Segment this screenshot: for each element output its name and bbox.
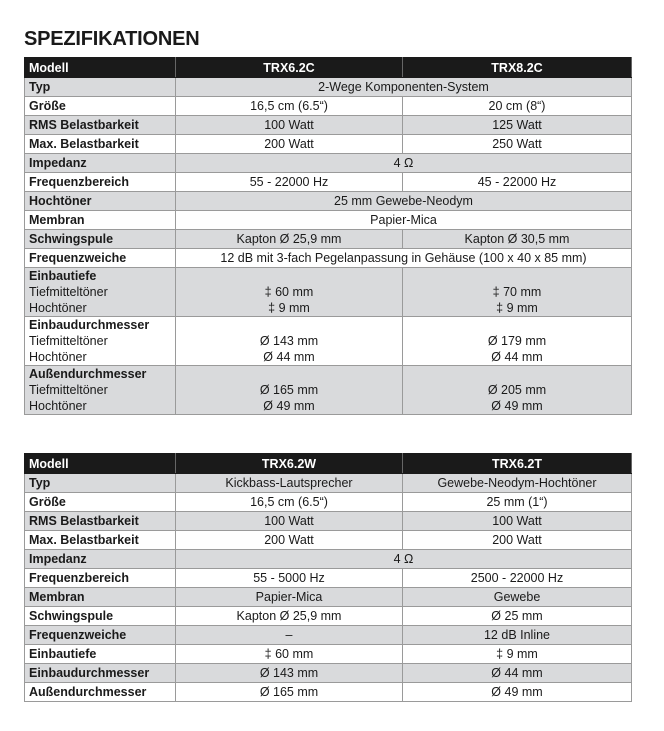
table-row-einbautiefe — [25, 268, 632, 317]
row-value-b: Gewebe — [403, 588, 632, 607]
page-title: SPEZIFIKATIONEN — [24, 28, 200, 50]
row-value-span: 2-Wege Komponenten-System — [176, 78, 632, 97]
row-label: Frequenzbereich — [25, 569, 176, 588]
row-value-a: – — [176, 626, 403, 645]
value-line: Ø 165 mm — [259, 383, 319, 397]
row-sublabel: Hochtöner — [29, 399, 87, 413]
row-label: Typ — [25, 78, 176, 97]
row-label: Impedanz — [25, 550, 176, 569]
table-row-frequenzbereich — [25, 569, 632, 588]
value-line: Ø 205 mm — [487, 383, 547, 397]
row-sublabel: Hochtöner — [29, 350, 87, 364]
value-line: Ø 143 mm — [259, 334, 319, 348]
row-value-b: 25 mm (1“) — [403, 493, 632, 512]
header-label: Modell — [25, 454, 176, 474]
row-sublabel: Hochtöner — [29, 301, 87, 315]
row-label: Schwingspule — [25, 230, 176, 249]
row-label: Einbautiefe — [29, 269, 97, 283]
spec-table-individual-speakers — [24, 453, 632, 702]
table-row-typ — [25, 474, 632, 493]
value-line: Ø 179 mm — [487, 334, 547, 348]
row-label: Membran — [25, 588, 176, 607]
value-line: ‡ 9 mm — [268, 301, 310, 315]
value-line: ‡ 9 mm — [496, 301, 538, 315]
table-row-schwingspule — [25, 230, 632, 249]
table-row-max — [25, 531, 632, 550]
row-value-span: 4 Ω — [176, 550, 632, 569]
value-line: Ø 44 mm — [263, 350, 315, 364]
value-line: ‡ 70 mm — [492, 285, 542, 299]
row-value-a: 100 Watt — [176, 512, 403, 531]
table-row-groesse — [25, 97, 632, 116]
row-value-a: Ø 165 mm — [176, 683, 403, 702]
table-row-rms — [25, 512, 632, 531]
row-value-a — [176, 366, 403, 415]
row-label: Einbaudurchmesser — [25, 664, 176, 683]
row-label: RMS Belastbarkeit — [25, 512, 176, 531]
row-value-b: 200 Watt — [403, 531, 632, 550]
spec-table-component-systems — [24, 57, 632, 415]
header-model-trx62c: TRX6.2C — [176, 58, 403, 78]
row-label: RMS Belastbarkeit — [25, 116, 176, 135]
table-row-schwingspule — [25, 607, 632, 626]
table-row-rms — [25, 116, 632, 135]
row-value-span: 25 mm Gewebe-Neodym — [176, 192, 632, 211]
row-label: Frequenzbereich — [25, 173, 176, 192]
row-label: Frequenzweiche — [25, 249, 176, 268]
row-sublabel: Tiefmitteltöner — [29, 334, 108, 348]
row-label-group — [25, 268, 176, 317]
row-value-b — [403, 317, 632, 366]
row-value-a: 55 - 22000 Hz — [176, 173, 403, 192]
row-label: Größe — [25, 97, 176, 116]
row-value-b: 100 Watt — [403, 512, 632, 531]
table-header-row — [25, 454, 632, 474]
table-row-einbautiefe — [25, 645, 632, 664]
header-model-trx62w: TRX6.2W — [176, 454, 403, 474]
value-line: Ø 49 mm — [491, 399, 543, 413]
table-row-membran — [25, 588, 632, 607]
row-value-a: 55 - 5000 Hz — [176, 569, 403, 588]
row-value-b: Ø 25 mm — [403, 607, 632, 626]
table-row-frequenzbereich — [25, 173, 632, 192]
row-value-span: 4 Ω — [176, 154, 632, 173]
table-row-max — [25, 135, 632, 154]
row-value-b: 2500 - 22000 Hz — [403, 569, 632, 588]
row-value-span: 12 dB mit 3-fach Pegelanpassung in Gehäuse (100 x 40 x 85 mm) — [176, 249, 632, 268]
table-row-frequenzweiche — [25, 626, 632, 645]
row-value-b: 20 cm (8“) — [403, 97, 632, 116]
row-value-a: 100 Watt — [176, 116, 403, 135]
table-row-aussendurchmesser — [25, 366, 632, 415]
row-label: Einbautiefe — [25, 645, 176, 664]
row-label: Schwingspule — [25, 607, 176, 626]
row-value-b: Ø 49 mm — [403, 683, 632, 702]
row-value-b: 45 - 22000 Hz — [403, 173, 632, 192]
row-value-a: 16,5 cm (6.5“) — [176, 493, 403, 512]
row-value-a: Papier-Mica — [176, 588, 403, 607]
table-row-impedanz — [25, 154, 632, 173]
row-value-b: ‡ 9 mm — [403, 645, 632, 664]
header-model-trx82c: TRX8.2C — [403, 58, 632, 78]
value-line: Ø 49 mm — [263, 399, 315, 413]
table-row-frequenzweiche — [25, 249, 632, 268]
row-label: Max. Belastbarkeit — [25, 531, 176, 550]
table-row-hochtoener — [25, 192, 632, 211]
row-label: Größe — [25, 493, 176, 512]
row-value-a: Kickbass-Lautsprecher — [176, 474, 403, 493]
row-label: Max. Belastbarkeit — [25, 135, 176, 154]
row-label-group — [25, 317, 176, 366]
row-value-b: 12 dB Inline — [403, 626, 632, 645]
row-sublabel: Tiefmitteltöner — [29, 285, 108, 299]
row-label: Typ — [25, 474, 176, 493]
row-label-group — [25, 366, 176, 415]
value-line: Ø 44 mm — [491, 350, 543, 364]
header-label: Modell — [25, 58, 176, 78]
row-value-b — [403, 366, 632, 415]
row-value-a: ‡ 60 mm — [176, 645, 403, 664]
table-row-einbaudurchmesser — [25, 317, 632, 366]
row-value-b: 125 Watt — [403, 116, 632, 135]
table-row-einbaudurchmesser — [25, 664, 632, 683]
row-value-a: 16,5 cm (6.5“) — [176, 97, 403, 116]
value-line: ‡ 60 mm — [264, 285, 314, 299]
row-value-a — [176, 268, 403, 317]
row-value-b: Ø 44 mm — [403, 664, 632, 683]
row-label: Außendurchmesser — [29, 367, 147, 381]
header-model-trx62t: TRX6.2T — [403, 454, 632, 474]
row-value-a: Kapton Ø 25,9 mm — [176, 607, 403, 626]
row-value-a: 200 Watt — [176, 135, 403, 154]
table-header-row — [25, 58, 632, 78]
table-row-typ — [25, 78, 632, 97]
row-value-a: Ø 143 mm — [176, 664, 403, 683]
table-row-impedanz — [25, 550, 632, 569]
row-label: Frequenzweiche — [25, 626, 176, 645]
table-row-groesse — [25, 493, 632, 512]
table-row-membran — [25, 211, 632, 230]
row-value-b: Gewebe-Neodym-Hochtöner — [403, 474, 632, 493]
row-label: Membran — [25, 211, 176, 230]
table-row-aussendurchmesser — [25, 683, 632, 702]
row-label: Einbaudurchmesser — [29, 318, 150, 332]
row-value-a: Kapton Ø 25,9 mm — [176, 230, 403, 249]
row-label: Außendurchmesser — [25, 683, 176, 702]
row-value-b: Kapton Ø 30,5 mm — [403, 230, 632, 249]
row-value-b — [403, 268, 632, 317]
row-label: Impedanz — [25, 154, 176, 173]
row-value-a: 200 Watt — [176, 531, 403, 550]
row-value-b: 250 Watt — [403, 135, 632, 154]
row-sublabel: Tiefmitteltöner — [29, 383, 108, 397]
row-label: Hochtöner — [25, 192, 176, 211]
row-value-span: Papier-Mica — [176, 211, 632, 230]
row-value-a — [176, 317, 403, 366]
